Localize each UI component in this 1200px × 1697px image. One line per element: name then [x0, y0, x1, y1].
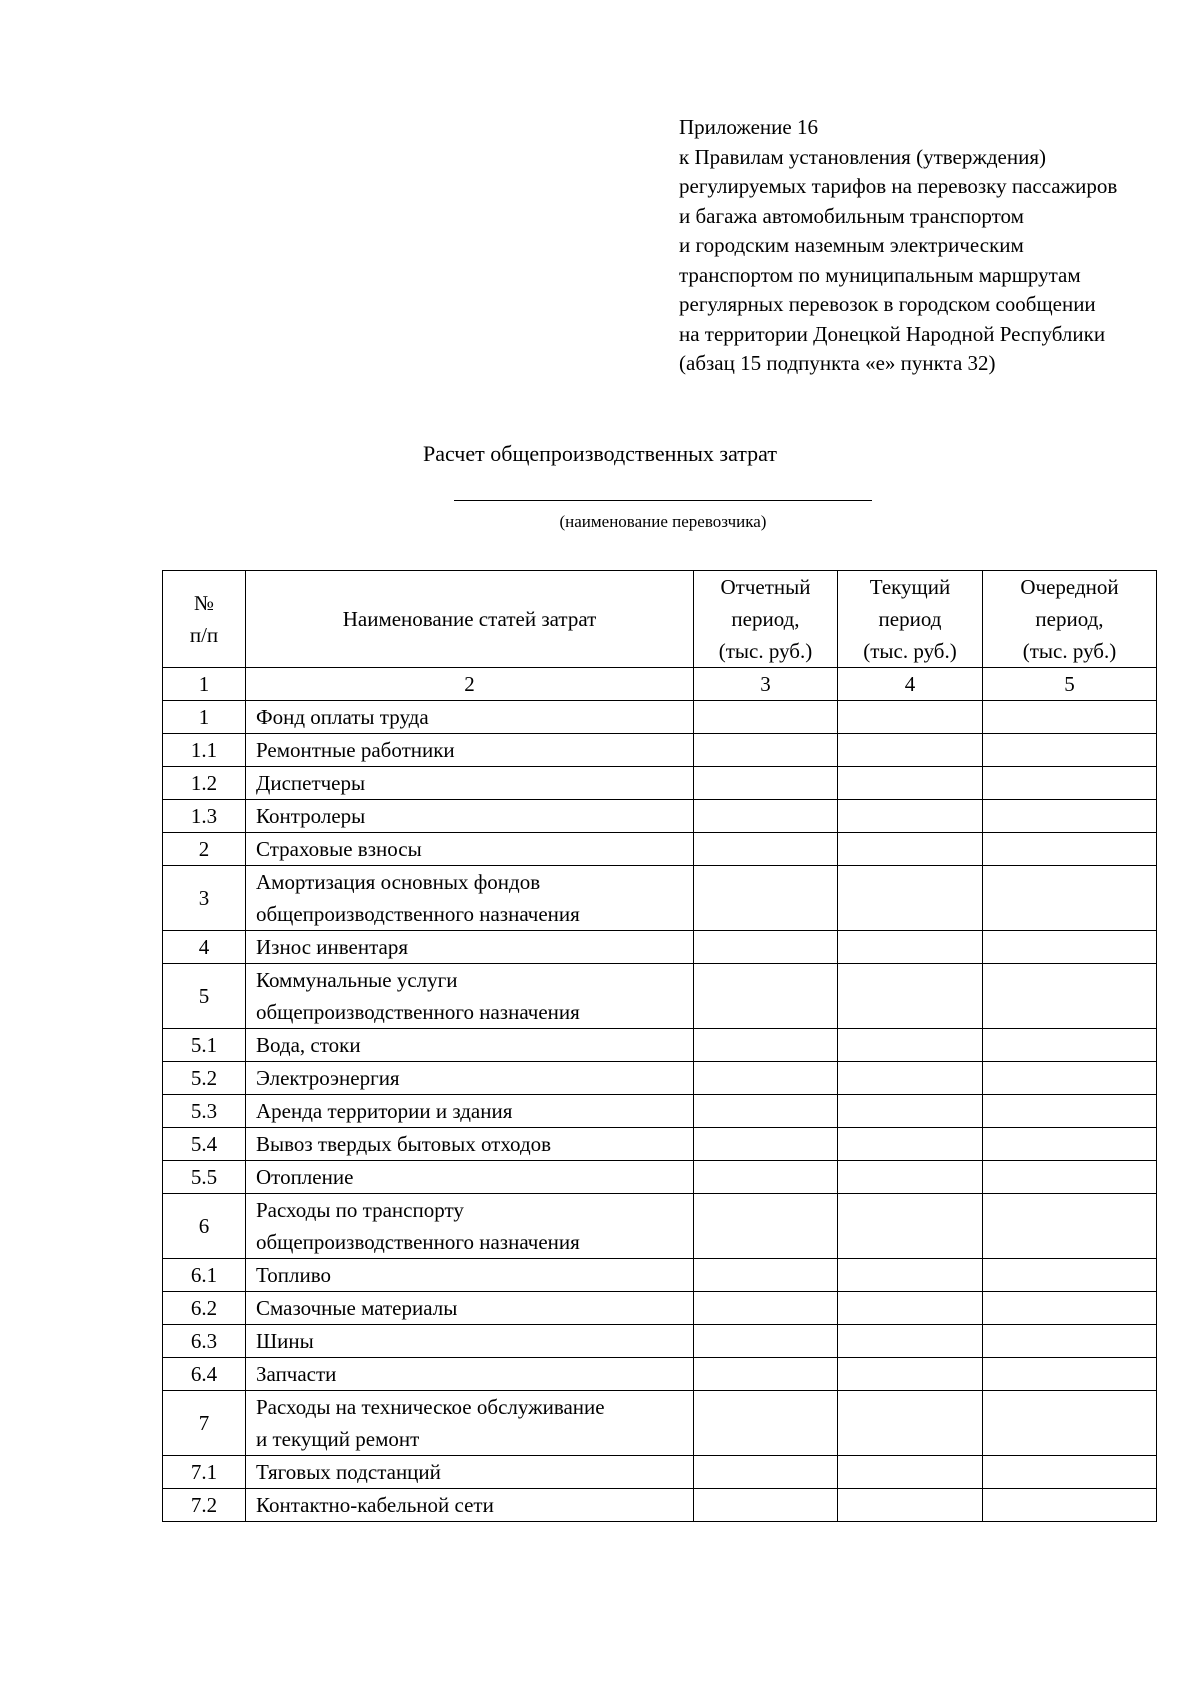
column-index-row [163, 668, 1157, 701]
appendix-note [679, 113, 1179, 379]
row-cost-item [246, 1095, 694, 1128]
value-cell-next[interactable] [983, 734, 1157, 767]
value-cell-next[interactable] [983, 1358, 1157, 1391]
row-number: 5.5 [163, 1161, 246, 1194]
appendix-line: регулируемых тарифов на перевозку пассажиров [679, 174, 1118, 198]
cost-item-line: Тяговых подстанций [256, 1460, 441, 1484]
value-cell-reporting[interactable] [694, 1029, 838, 1062]
row-number: 6.2 [163, 1292, 246, 1325]
row-cost-item [246, 1029, 694, 1062]
row-cost-item [246, 1292, 694, 1325]
cost-item-line: Контролеры [256, 804, 366, 828]
value-cell-current[interactable] [838, 1292, 983, 1325]
appendix-line: и багажа автомобильным транспортом [679, 203, 1024, 228]
value-cell-next[interactable] [983, 1259, 1157, 1292]
header-num-line: п/п [189, 623, 219, 647]
cost-item-line: Смазочные материалы [256, 1296, 458, 1320]
table-row [163, 734, 1157, 767]
table-row [163, 1194, 1157, 1259]
table-row [163, 1325, 1157, 1358]
value-cell-next[interactable] [983, 1029, 1157, 1062]
row-number: 6 [163, 1194, 246, 1259]
cost-item-line: Ремонтные работники [256, 738, 455, 762]
value-cell-current[interactable] [838, 931, 983, 964]
column-index: 3 [694, 668, 838, 701]
value-cell-current[interactable] [838, 1391, 983, 1456]
value-cell-next[interactable] [983, 1062, 1157, 1095]
value-cell-reporting[interactable] [694, 1194, 838, 1259]
header-line: (тыс. руб.) [718, 639, 813, 663]
row-cost-item [246, 1325, 694, 1358]
table-header-row [163, 571, 1157, 668]
table-row [163, 1161, 1157, 1194]
cost-item-line: Вода, стоки [256, 1033, 361, 1057]
column-index: 4 [838, 668, 983, 701]
row-cost-item [246, 1391, 694, 1456]
header-name: Наименование статей затрат [246, 571, 694, 668]
header-line: период, [731, 607, 800, 631]
row-cost-item [246, 1128, 694, 1161]
table-row [163, 931, 1157, 964]
cost-table [162, 570, 1157, 1522]
table-row [163, 1095, 1157, 1128]
table-row [163, 1292, 1157, 1325]
appendix-line: к Правилам установления (утверждения) [679, 144, 1046, 169]
header-num-line: № [193, 591, 215, 615]
cost-item-line: общепроизводственного назначения [256, 1230, 580, 1254]
table-row [163, 1259, 1157, 1292]
cost-item-line: Расходы на техническое обслуживание [256, 1395, 605, 1419]
value-cell-reporting[interactable] [694, 1358, 838, 1391]
row-number: 4 [163, 931, 246, 964]
table-row [163, 964, 1157, 1029]
value-cell-next[interactable] [983, 1095, 1157, 1128]
cost-item-line: Отопление [256, 1165, 354, 1189]
value-cell-reporting[interactable] [694, 1325, 838, 1358]
cost-item-line: Амортизация основных фондов [256, 870, 541, 894]
carrier-name-line [454, 500, 872, 501]
row-cost-item [246, 964, 694, 1029]
row-cost-item [246, 1489, 694, 1522]
appendix-line: регулярных перевозок в городском сообщении [679, 292, 1096, 316]
value-cell-next[interactable] [983, 931, 1157, 964]
cost-item-line: общепроизводственного назначения [256, 1000, 580, 1024]
row-cost-item [246, 701, 694, 734]
row-number: 5.2 [163, 1062, 246, 1095]
cost-item-line: Аренда территории и здания [256, 1099, 513, 1123]
value-cell-current[interactable] [838, 734, 983, 767]
cost-item-line: общепроизводственного назначения [256, 902, 580, 926]
row-number: 1.3 [163, 800, 246, 833]
cost-item-line: Расходы по транспорту [256, 1198, 464, 1222]
appendix-line: Приложение 16 [679, 115, 818, 139]
header-line: Текущий [869, 575, 951, 599]
value-cell-current[interactable] [838, 1029, 983, 1062]
table-row [163, 1062, 1157, 1095]
value-cell-reporting[interactable] [694, 1292, 838, 1325]
header-line: (тыс. руб.) [863, 639, 957, 663]
value-cell-current[interactable] [838, 1259, 983, 1292]
value-cell-next[interactable] [983, 1489, 1157, 1522]
value-cell-next[interactable] [983, 964, 1157, 1029]
row-cost-item [246, 931, 694, 964]
row-number: 6.1 [163, 1259, 246, 1292]
table-row [163, 800, 1157, 833]
cost-item-line: Страховые взносы [256, 837, 422, 861]
value-cell-current[interactable] [838, 1325, 983, 1358]
row-cost-item [246, 1358, 694, 1391]
value-cell-current[interactable] [838, 1095, 983, 1128]
row-number: 1.1 [163, 734, 246, 767]
table-row [163, 1489, 1157, 1522]
header-line: (тыс. руб.) [1022, 639, 1117, 663]
value-cell-next[interactable] [983, 1194, 1157, 1259]
cost-item-line: Износ инвентаря [256, 935, 409, 959]
cost-item-line: Вывоз твердых бытовых отходов [256, 1132, 552, 1156]
value-cell-next[interactable] [983, 833, 1157, 866]
row-number: 5.3 [163, 1095, 246, 1128]
header-reporting-period [694, 571, 838, 668]
value-cell-next[interactable] [983, 767, 1157, 800]
row-cost-item [246, 1456, 694, 1489]
header-line: Очередной [1020, 575, 1119, 599]
row-number: 1.2 [163, 767, 246, 800]
value-cell-next[interactable] [983, 1391, 1157, 1456]
value-cell-reporting[interactable] [694, 1489, 838, 1522]
row-cost-item [246, 1161, 694, 1194]
table-row [163, 1391, 1157, 1456]
cost-item-line: Фонд оплаты труда [256, 705, 429, 729]
row-number: 5.4 [163, 1128, 246, 1161]
column-index: 2 [246, 668, 694, 701]
value-cell-current[interactable] [838, 1062, 983, 1095]
row-number: 5 [163, 964, 246, 1029]
cost-item-line: Контактно-кабельной сети [256, 1493, 494, 1517]
cost-item-line: Электроэнергия [256, 1066, 400, 1090]
value-cell-reporting[interactable] [694, 1259, 838, 1292]
value-cell-current[interactable] [838, 1489, 983, 1522]
value-cell-next[interactable] [983, 866, 1157, 931]
value-cell-current[interactable] [838, 866, 983, 931]
document-title: Расчет общепроизводственных затрат [422, 441, 777, 466]
value-cell-next[interactable] [983, 701, 1157, 734]
row-number: 7.2 [163, 1489, 246, 1522]
row-cost-item [246, 767, 694, 800]
row-number: 6.3 [163, 1325, 246, 1358]
header-line: Отчетный [720, 575, 811, 599]
row-number: 1 [163, 701, 246, 734]
header-line: период [878, 607, 942, 631]
value-cell-reporting[interactable] [694, 1391, 838, 1456]
row-cost-item [246, 734, 694, 767]
row-cost-item [246, 833, 694, 866]
table-row [163, 1456, 1157, 1489]
row-number: 5.1 [163, 1029, 246, 1062]
value-cell-next[interactable] [983, 1292, 1157, 1325]
table-row [163, 701, 1157, 734]
appendix-line: транспортом по муниципальным маршрутам [679, 262, 1081, 287]
value-cell-current[interactable] [838, 800, 983, 833]
header-num [163, 571, 246, 668]
value-cell-reporting[interactable] [694, 767, 838, 800]
value-cell-reporting[interactable] [694, 1456, 838, 1489]
row-number: 2 [163, 833, 246, 866]
value-cell-next[interactable] [983, 1161, 1157, 1194]
cost-item-line: Шины [256, 1329, 314, 1353]
value-cell-reporting[interactable] [694, 800, 838, 833]
table-row [163, 1029, 1157, 1062]
cost-item-line: Топливо [256, 1263, 331, 1287]
header-next-period [983, 571, 1157, 668]
value-cell-current[interactable] [838, 833, 983, 866]
value-cell-reporting[interactable] [694, 931, 838, 964]
value-cell-reporting[interactable] [694, 1128, 838, 1161]
cost-item-line: Коммунальные услуги [256, 968, 458, 992]
appendix-line: (абзац 15 подпункта «е» пункта 32) [679, 351, 996, 375]
row-number: 7 [163, 1391, 246, 1456]
row-number: 7.1 [163, 1456, 246, 1489]
header-current-period [838, 571, 983, 668]
row-cost-item [246, 1194, 694, 1259]
value-cell-reporting[interactable] [694, 734, 838, 767]
table-row [163, 833, 1157, 866]
appendix-line: и городским наземным электрическим [679, 233, 1024, 257]
value-cell-current[interactable] [838, 1161, 983, 1194]
table-row [163, 1128, 1157, 1161]
value-cell-current[interactable] [838, 767, 983, 800]
carrier-name-caption: (наименование перевозчика) [559, 512, 767, 531]
row-number: 6.4 [163, 1358, 246, 1391]
value-cell-current[interactable] [838, 1194, 983, 1259]
value-cell-next[interactable] [983, 800, 1157, 833]
cost-item-line: и текущий ремонт [256, 1427, 420, 1451]
row-cost-item [246, 1062, 694, 1095]
table-row [163, 866, 1157, 931]
column-index: 1 [163, 668, 246, 701]
value-cell-reporting[interactable] [694, 701, 838, 734]
value-cell-reporting[interactable] [694, 1095, 838, 1128]
value-cell-current[interactable] [838, 1358, 983, 1391]
value-cell-reporting[interactable] [694, 833, 838, 866]
cost-table-body [163, 571, 1157, 1522]
value-cell-current[interactable] [838, 1128, 983, 1161]
column-index: 5 [983, 668, 1157, 701]
appendix-line: на территории Донецкой Народной Республики [679, 321, 1106, 346]
table-row [163, 767, 1157, 800]
row-cost-item [246, 866, 694, 931]
row-number: 3 [163, 866, 246, 931]
row-cost-item [246, 1259, 694, 1292]
table-row [163, 1358, 1157, 1391]
value-cell-reporting[interactable] [694, 1161, 838, 1194]
value-cell-current[interactable] [838, 701, 983, 734]
cost-item-line: Диспетчеры [256, 771, 366, 795]
value-cell-reporting[interactable] [694, 866, 838, 931]
value-cell-next[interactable] [983, 1128, 1157, 1161]
value-cell-next[interactable] [983, 1456, 1157, 1489]
value-cell-current[interactable] [838, 1456, 983, 1489]
value-cell-reporting[interactable] [694, 964, 838, 1029]
value-cell-current[interactable] [838, 964, 983, 1029]
value-cell-reporting[interactable] [694, 1062, 838, 1095]
cost-item-line: Запчасти [256, 1362, 337, 1386]
row-cost-item [246, 800, 694, 833]
value-cell-next[interactable] [983, 1325, 1157, 1358]
header-line: период, [1035, 607, 1104, 631]
